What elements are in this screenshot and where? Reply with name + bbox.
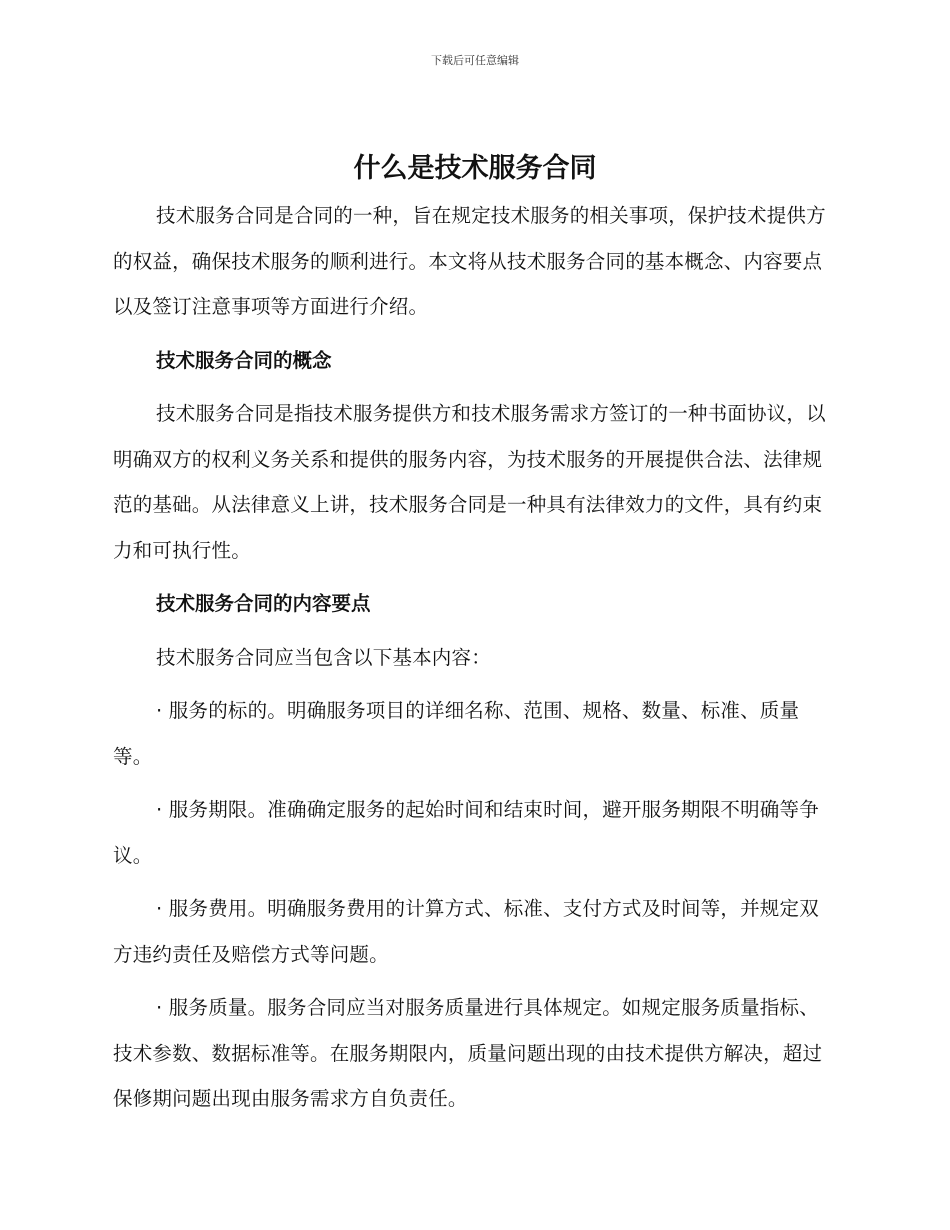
list-item: · 服务费用。明确服务费用的计算方式、标准、支付方式及时间等，并规定双方违约责任及赔偿方式等问题。	[113, 897, 819, 966]
header-note: 下载后可任意编辑	[431, 54, 519, 67]
concept-paragraph: 技术服务合同是指技术服务提供方和技术服务需求方签订的一种书面协议，以明确双方的权利义务关系和提供的服务内容，为技术服务的开展提供合法、法律规范的基础。从法律意义上讲，技术服务合同是一种具有法律效力的文件，具有约束力和可执行性。	[113, 402, 826, 562]
list-item: · 服务的标的。明确服务项目的详细名称、范围、规格、数量、标准、质量等。	[113, 699, 800, 768]
section-heading-concept: 技术服务合同的概念	[156, 348, 332, 372]
content-lead-paragraph: 技术服务合同应当包含以下基本内容：	[156, 645, 491, 669]
list-item: · 服务期限。准确确定服务的起始时间和结束时间，避开服务期限不明确等争议。	[113, 798, 819, 867]
document-body	[113, 193, 835, 1122]
list-item: · 服务质量。服务合同应当对服务质量进行具体规定。如规定服务质量指标、技术参数、数据标准等。在服务期限内，质量问题出现的由技术提供方解决，超过保修期问题出现由服务需求方自负责任。	[113, 996, 823, 1110]
page-title: 什么是技术服务合同	[353, 153, 597, 184]
intro-paragraph: 技术服务合同是合同的一种，旨在规定技术服务的相关事项，保护技术提供方的权益，确保技术服务的顺利进行。本文将从技术服务合同的基本概念、内容要点以及签订注意事项等方面进行介绍。	[113, 204, 826, 318]
section-heading-content-points: 技术服务合同的内容要点	[156, 592, 371, 615]
